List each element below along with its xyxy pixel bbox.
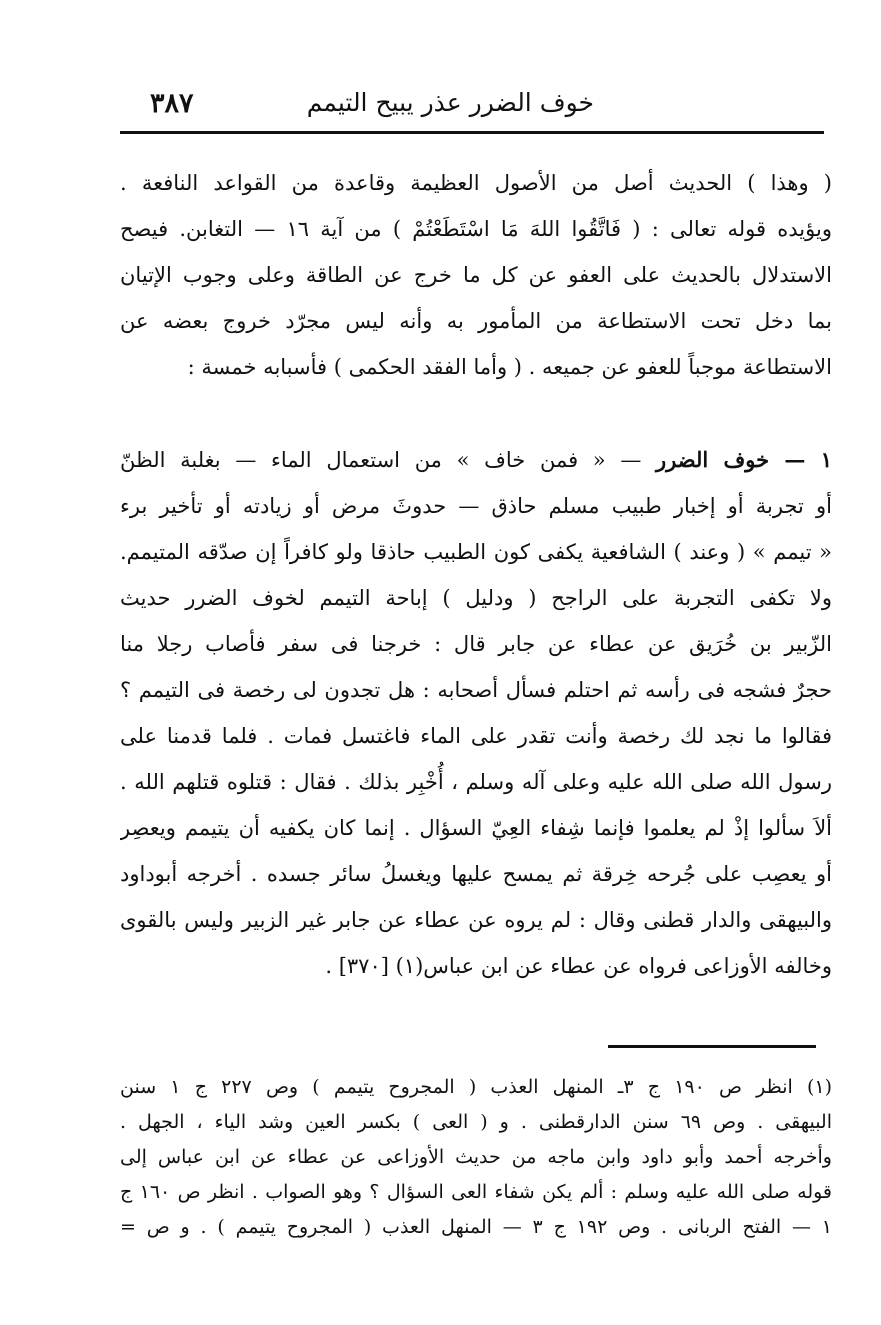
body-line: حجرٌ فشجه فى رأسه ثم احتلم فسأل أصحابه : هل تجدون لى رخصة فى التيمم ؟ bbox=[120, 678, 832, 702]
body-line: أو يعصِب على جُرحه خِرقة ثم يمسح عليها ويغسلُ سائر جسده . أخرجه أبوداود bbox=[120, 862, 832, 886]
body-line: بما دخل تحت الاستطاعة من المأمور به وأنه ليس مجرّد خروج بعضه عن bbox=[120, 309, 832, 333]
body-line: الاستطاعة موجباً للعفو عن جميعه . ( وأما الفقد الحكمى ) فأسبابه خمسة : bbox=[187, 355, 832, 379]
footnote-rule bbox=[608, 1045, 816, 1048]
body-line: فقالوا ما نجد لك رخصة وأنت تقدر على الماء فاغتسل فمات . فلما قدمنا على bbox=[120, 724, 832, 748]
header-rule bbox=[120, 131, 824, 134]
body-line: ويؤيده قوله تعالى : ( فَاتَّقُوا اللهَ مَا اسْتَطَعْتُمْ ) من آية ١٦ — التغابن. فيصح bbox=[120, 217, 832, 241]
page-header bbox=[120, 78, 824, 128]
body-line: « تيمم » ( وعند ) الشافعية يكفى كون الطبيب حاذقا ولو كافراً إن صدّقه المتيمم. bbox=[120, 540, 832, 564]
body-line: والبيهقى والدار قطنى وقال : لم يروه عن عطاء عن جابر غير الزبير وليس بالقوى bbox=[120, 908, 832, 932]
page-number: ٣٨٧ bbox=[150, 88, 194, 119]
footnote-line: ١ — الفتح الربانى . وص ١٩٢ ج ٣ — المنهل العذب ( المجروح يتيمم ) . و ص = bbox=[120, 1216, 832, 1238]
running-title: خوف الضرر عذر يبيح التيمم bbox=[306, 88, 594, 117]
body-line: ( وهذا ) الحديث أصل من الأصول العظيمة وقاعدة من القواعد النافعة . bbox=[120, 171, 832, 195]
body-line: وخالفه الأوزاعى فرواه عن عطاء عن ابن عباس(١) [٣٧٠] . bbox=[325, 954, 832, 978]
paragraph-gap bbox=[120, 390, 832, 437]
footnote-line: قوله صلى الله عليه وسلم : ألم يكن شفاء العى السؤال ؟ وهو الصواب . انظر ص ١٦٠ ج bbox=[120, 1181, 832, 1203]
body-line: ولا تكفى التجربة على الراجح ( ودليل ) إباحة التيمم لخوف الضرر حديث bbox=[120, 586, 832, 610]
body-line: رسول الله صلى الله عليه وعلى آله وسلم ، أُخْبِر بذلك . فقال : قتلوه قتلهم الله . bbox=[120, 770, 832, 794]
body-text bbox=[120, 160, 832, 989]
body-line: الزّبير بن خُرَيق عن عطاء عن جابر قال : خرجنا فى سفر فأصاب رجلا منا bbox=[120, 632, 832, 656]
footnote-line: وأخرجه أحمد وأبو داود وابن ماجه من حديث الأوزاعى عن عطاء عن ابن عباس إلى bbox=[120, 1146, 832, 1168]
body-line: أو تجربة أو إخبار طبيب مسلم حاذق — حدوثَ مرض أو زيادته أو تأخير برء bbox=[120, 494, 832, 518]
body-line: الاستدلال بالحديث على العفو عن كل ما خرج عن الطاقة وعلى وجوب الإتيان bbox=[120, 263, 832, 287]
footnote-line: (١) انظر ص ١٩٠ ج ٣ـ المنهل العذب ( المجروح يتيمم ) وص ٢٢٧ ج ١ سنن bbox=[120, 1076, 832, 1098]
section-heading-line: ١ — خوف الضرر — « فمن خاف » من استعمال الماء — بغلبة الظنّ bbox=[120, 447, 832, 472]
section-lead: ١ — خوف الضرر bbox=[656, 447, 832, 472]
footnote-line: البيهقى . وص ٦٩ سنن الدارقطنى . و ( العى ) بكسر العين وشد الياء ، الجهل . bbox=[120, 1111, 832, 1133]
body-line: ألاَ سألوا إذْ لم يعلموا فإنما شِفاء العِيّ السؤال . إنما كان يكفيه أن يتيمم ويعصِر bbox=[120, 816, 832, 840]
footnotes bbox=[120, 1070, 832, 1245]
